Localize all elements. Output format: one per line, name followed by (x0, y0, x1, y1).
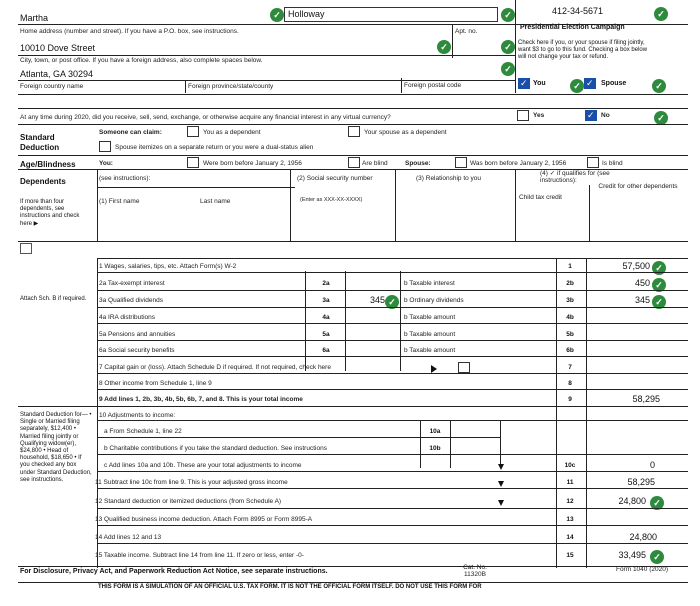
spouse-dependent-checkbox[interactable] (348, 126, 360, 137)
line9-num: 9 (568, 396, 572, 403)
line12-label: 12 Standard deduction or itemized deductions (from Schedule A) (95, 498, 282, 505)
apt-label: Apt. no. (455, 28, 478, 35)
you-label: You: (99, 160, 113, 167)
line14-num: 14 (566, 534, 574, 541)
pec-you-checkbox[interactable] (518, 78, 530, 89)
check-icon: ✓ (652, 79, 666, 93)
check-icon: ✓ (650, 496, 664, 510)
line5b-label: b Taxable amount (404, 331, 456, 338)
foreign-postal-label: Foreign postal code (404, 82, 462, 89)
simulation-disclaimer: THIS FORM IS A SIMULATION OF AN OFFICIAL U.S. TAX FORM. IT IS NOT THE OFFICIAL FORM ITSELF. DO NOT USE THIS FORM FOR (98, 584, 482, 590)
you-blind-label: Are blind (362, 160, 388, 167)
city-field[interactable]: Atlanta, GA 30294 (20, 69, 94, 79)
line2a-num: 2a (322, 280, 330, 287)
line4a-label: 4a IRA distributions (99, 314, 156, 321)
line5a-num: 5a (322, 331, 330, 338)
line1-amount[interactable]: 57,500 (622, 261, 650, 271)
arrow-right-icon (431, 365, 437, 373)
spouse-blind-checkbox[interactable] (587, 157, 599, 168)
home-address-label: Home address (number and street). If you have a P.O. box, see instructions. (20, 28, 239, 35)
line7-num: 7 (568, 364, 572, 371)
spouse-itemizes-label: Spouse itemizes on a separate return or you were a dual-status alien (115, 144, 314, 151)
foreign-country-label: Foreign country name (20, 83, 84, 90)
city-label: City, town, or post office. If you have a foreign address, also complete spaces below. (20, 57, 263, 64)
line10-label: 10 Adjustments to income: (99, 412, 176, 419)
form-number-text: Form 1040 (2020) (615, 566, 668, 573)
dep-col3-header: (3) Relationship to you (416, 175, 482, 182)
dep-col2-header: (2) Social security number (297, 175, 373, 182)
line3a-label: 3a Qualified dividends (99, 297, 163, 304)
line6b-num: 6b (566, 347, 574, 354)
line11-label: 11 Subtract line 10c from line 9. This is your adjusted gross income (95, 479, 288, 486)
line3b-num: 3b (566, 297, 574, 304)
check-icon: ✓ (650, 550, 664, 564)
check-icon: ✓ (654, 7, 668, 21)
disclosure-text: For Disclosure, Privacy Act, and Paperwork Reduction Act Notice, see separate instructions. (20, 568, 328, 575)
ssn-field[interactable]: 412-34-5671 (552, 6, 604, 16)
check-icon: ✓ (385, 295, 399, 309)
age-blindness-title: Age/Blindness (20, 160, 76, 169)
line6a-label: 6a Social security benefits (99, 347, 175, 354)
std-deduction-sidebar-note: Standard Deduction for— • Single or Married filing separately, $12,400 • Married filing jointly or Qualifying widow(er), $24,800 • Head of household, $18,650 • If you checked any box under Standard Deduction, see instructions. (20, 412, 92, 483)
dep-col1-header: (1) First name (99, 198, 140, 205)
you-blind-checkbox[interactable] (348, 157, 360, 168)
line10a-num: 10a (429, 428, 441, 435)
line5a-label: 5a Pensions and annuities (99, 331, 176, 338)
line14-label: 14 Add lines 12 and 13 (95, 534, 162, 541)
line2b-num: 2b (566, 280, 574, 287)
line13-label: 13 Qualified business income deduction. Attach Form 8995 or Form 8995-A (95, 516, 313, 523)
pec-spouse-label: Spouse (601, 80, 627, 87)
line11-num: 11 (566, 479, 574, 486)
check-icon: ✓ (270, 8, 284, 22)
line2b-amount[interactable]: 450 (634, 278, 650, 288)
spouse-label: Spouse: (405, 160, 431, 167)
line6a-num: 6a (322, 347, 330, 354)
dep-ssn-placeholder: (Enter as XXX-XX-XXXX) (300, 197, 363, 203)
line12-amount[interactable]: 24,800 (618, 496, 646, 506)
standard-deduction-title: Standard Deduction (20, 133, 60, 152)
check-icon: ✓ (501, 40, 515, 54)
line8-label: 8 Other income from Schedule 1, line 9 (99, 380, 212, 387)
line1-num: 1 (568, 263, 572, 270)
line9-label: 9 Add lines 1, 2b, 3b, 4b, 5b, 6b, 7, and 8. This is your total income (99, 396, 303, 403)
line11-amount[interactable]: 58,295 (627, 477, 655, 487)
check-icon: ✓ (570, 79, 584, 93)
line2b-label: b Taxable interest (404, 280, 455, 287)
spouse-born-before-checkbox[interactable] (455, 157, 467, 168)
line10b-num: 10b (429, 445, 441, 452)
spouse-blind-label: Is blind (602, 160, 623, 167)
line4b-num: 4b (566, 314, 574, 321)
vc-yes-label: Yes (533, 112, 545, 119)
first-name-field[interactable]: Martha (20, 13, 49, 23)
line10a-label: a From Schedule 1, line 22 (104, 428, 182, 435)
child-tax-credit-header: Child tax credit (519, 194, 562, 201)
line3b-label: b Ordinary dividends (404, 297, 464, 304)
cat-no-text: Cat. No. 11320B (463, 564, 487, 578)
line10c-num: 10c (564, 462, 576, 469)
line13-num: 13 (566, 516, 574, 523)
you-born-before-label: Were born before January 2, 1956 (203, 160, 302, 167)
attach-sch-b-note: Attach Sch. B if required. (20, 296, 87, 302)
you-dependent-checkbox[interactable] (187, 126, 199, 137)
line10b-label: b Charitable contributions if you take the standard deduction. See instructions (104, 445, 327, 452)
dep-col4-header: (4) ✓ if qualifies for (see instructions): (540, 170, 610, 184)
line10c-label: c Add lines 10a and 10b. These are your total adjustments to income (104, 462, 302, 469)
line12-num: 12 (566, 498, 574, 505)
virtual-currency-question: At any time during 2020, did you receive, sell, send, exchange, or otherwise acquire any financial interest in any virtual currency? (20, 114, 391, 121)
line7-checkbox[interactable] (458, 362, 470, 373)
line6b-label: b Taxable amount (404, 347, 456, 354)
line14-amount[interactable]: 24,800 (629, 532, 657, 542)
line7-label: 7 Capital gain or (loss). Attach Schedule D if required. If not required, check here (99, 364, 331, 371)
foreign-province-label: Foreign province/state/county (188, 83, 274, 90)
line15-num: 15 (566, 552, 574, 559)
check-icon: ✓ (501, 8, 515, 22)
pec-you-label: You (533, 80, 546, 87)
spouse-itemizes-checkbox[interactable] (99, 141, 111, 152)
check-icon: ✓ (652, 278, 666, 292)
check-icon: ✓ (437, 40, 451, 54)
dependents-title: Dependents (20, 177, 66, 186)
arrow-down-icon (498, 464, 504, 470)
you-born-before-checkbox[interactable] (187, 157, 199, 168)
last-name-field[interactable]: Holloway (288, 9, 325, 19)
line3b-amount[interactable]: 345 (634, 295, 650, 305)
line15-label: 15 Taxable income. Subtract line 14 from line 11. If zero or less, enter -0- (95, 552, 304, 559)
home-address-field[interactable]: 10010 Dove Street (20, 43, 96, 53)
line1-label: 1 Wages, salaries, tips, etc. Attach Form(s) W-2 (99, 263, 237, 270)
arrow-down-icon (498, 481, 504, 487)
spouse-dependent-label: Your spouse as a dependent (364, 129, 447, 136)
check-icon: ✓ (652, 295, 666, 309)
more-than-four-note: If more than four dependents, see instructions and check here ▶ (20, 199, 80, 227)
line3a-amount[interactable]: 345 (369, 295, 385, 305)
arrow-down-icon (498, 500, 504, 506)
check-icon: ✓ (652, 261, 666, 275)
line10c-amount[interactable]: 0 (649, 460, 655, 470)
vc-yes-checkbox[interactable] (517, 110, 529, 121)
line3a-num: 3a (322, 297, 330, 304)
you-dependent-label: You as a dependent (203, 129, 261, 136)
pec-text: Check here if you, or your spouse if filing jointly, want $3 to go to this fund. Checking a box below will not change your tax or refund. (518, 40, 648, 61)
line4a-num: 4a (322, 314, 330, 321)
pec-spouse-checkbox[interactable] (584, 78, 596, 89)
vc-no-label: No (601, 112, 610, 119)
check-icon: ✓ (654, 111, 668, 125)
dep-lastname-header: Last name (200, 198, 231, 205)
line9-amount[interactable]: 58,295 (632, 394, 660, 404)
line5b-num: 5b (566, 331, 574, 338)
pec-title: Presidential Election Campaign (520, 24, 625, 31)
line8-num: 8 (568, 380, 572, 387)
spouse-born-before-label: Was born before January 2, 1956 (470, 160, 567, 167)
vc-no-checkbox[interactable] (585, 110, 597, 121)
line15-amount[interactable]: 33,495 (618, 550, 646, 560)
check-icon: ✓ (501, 62, 515, 76)
dependents-see-instr: (see instructions): (99, 175, 151, 182)
other-dependents-credit-header: Credit for other dependents (598, 183, 678, 190)
line2a-label: 2a Tax-exempt interest (99, 280, 165, 287)
line4b-label: b Taxable amount (404, 314, 456, 321)
someone-can-claim-label: Someone can claim: (99, 129, 162, 136)
more-than-four-checkbox[interactable] (20, 243, 32, 254)
